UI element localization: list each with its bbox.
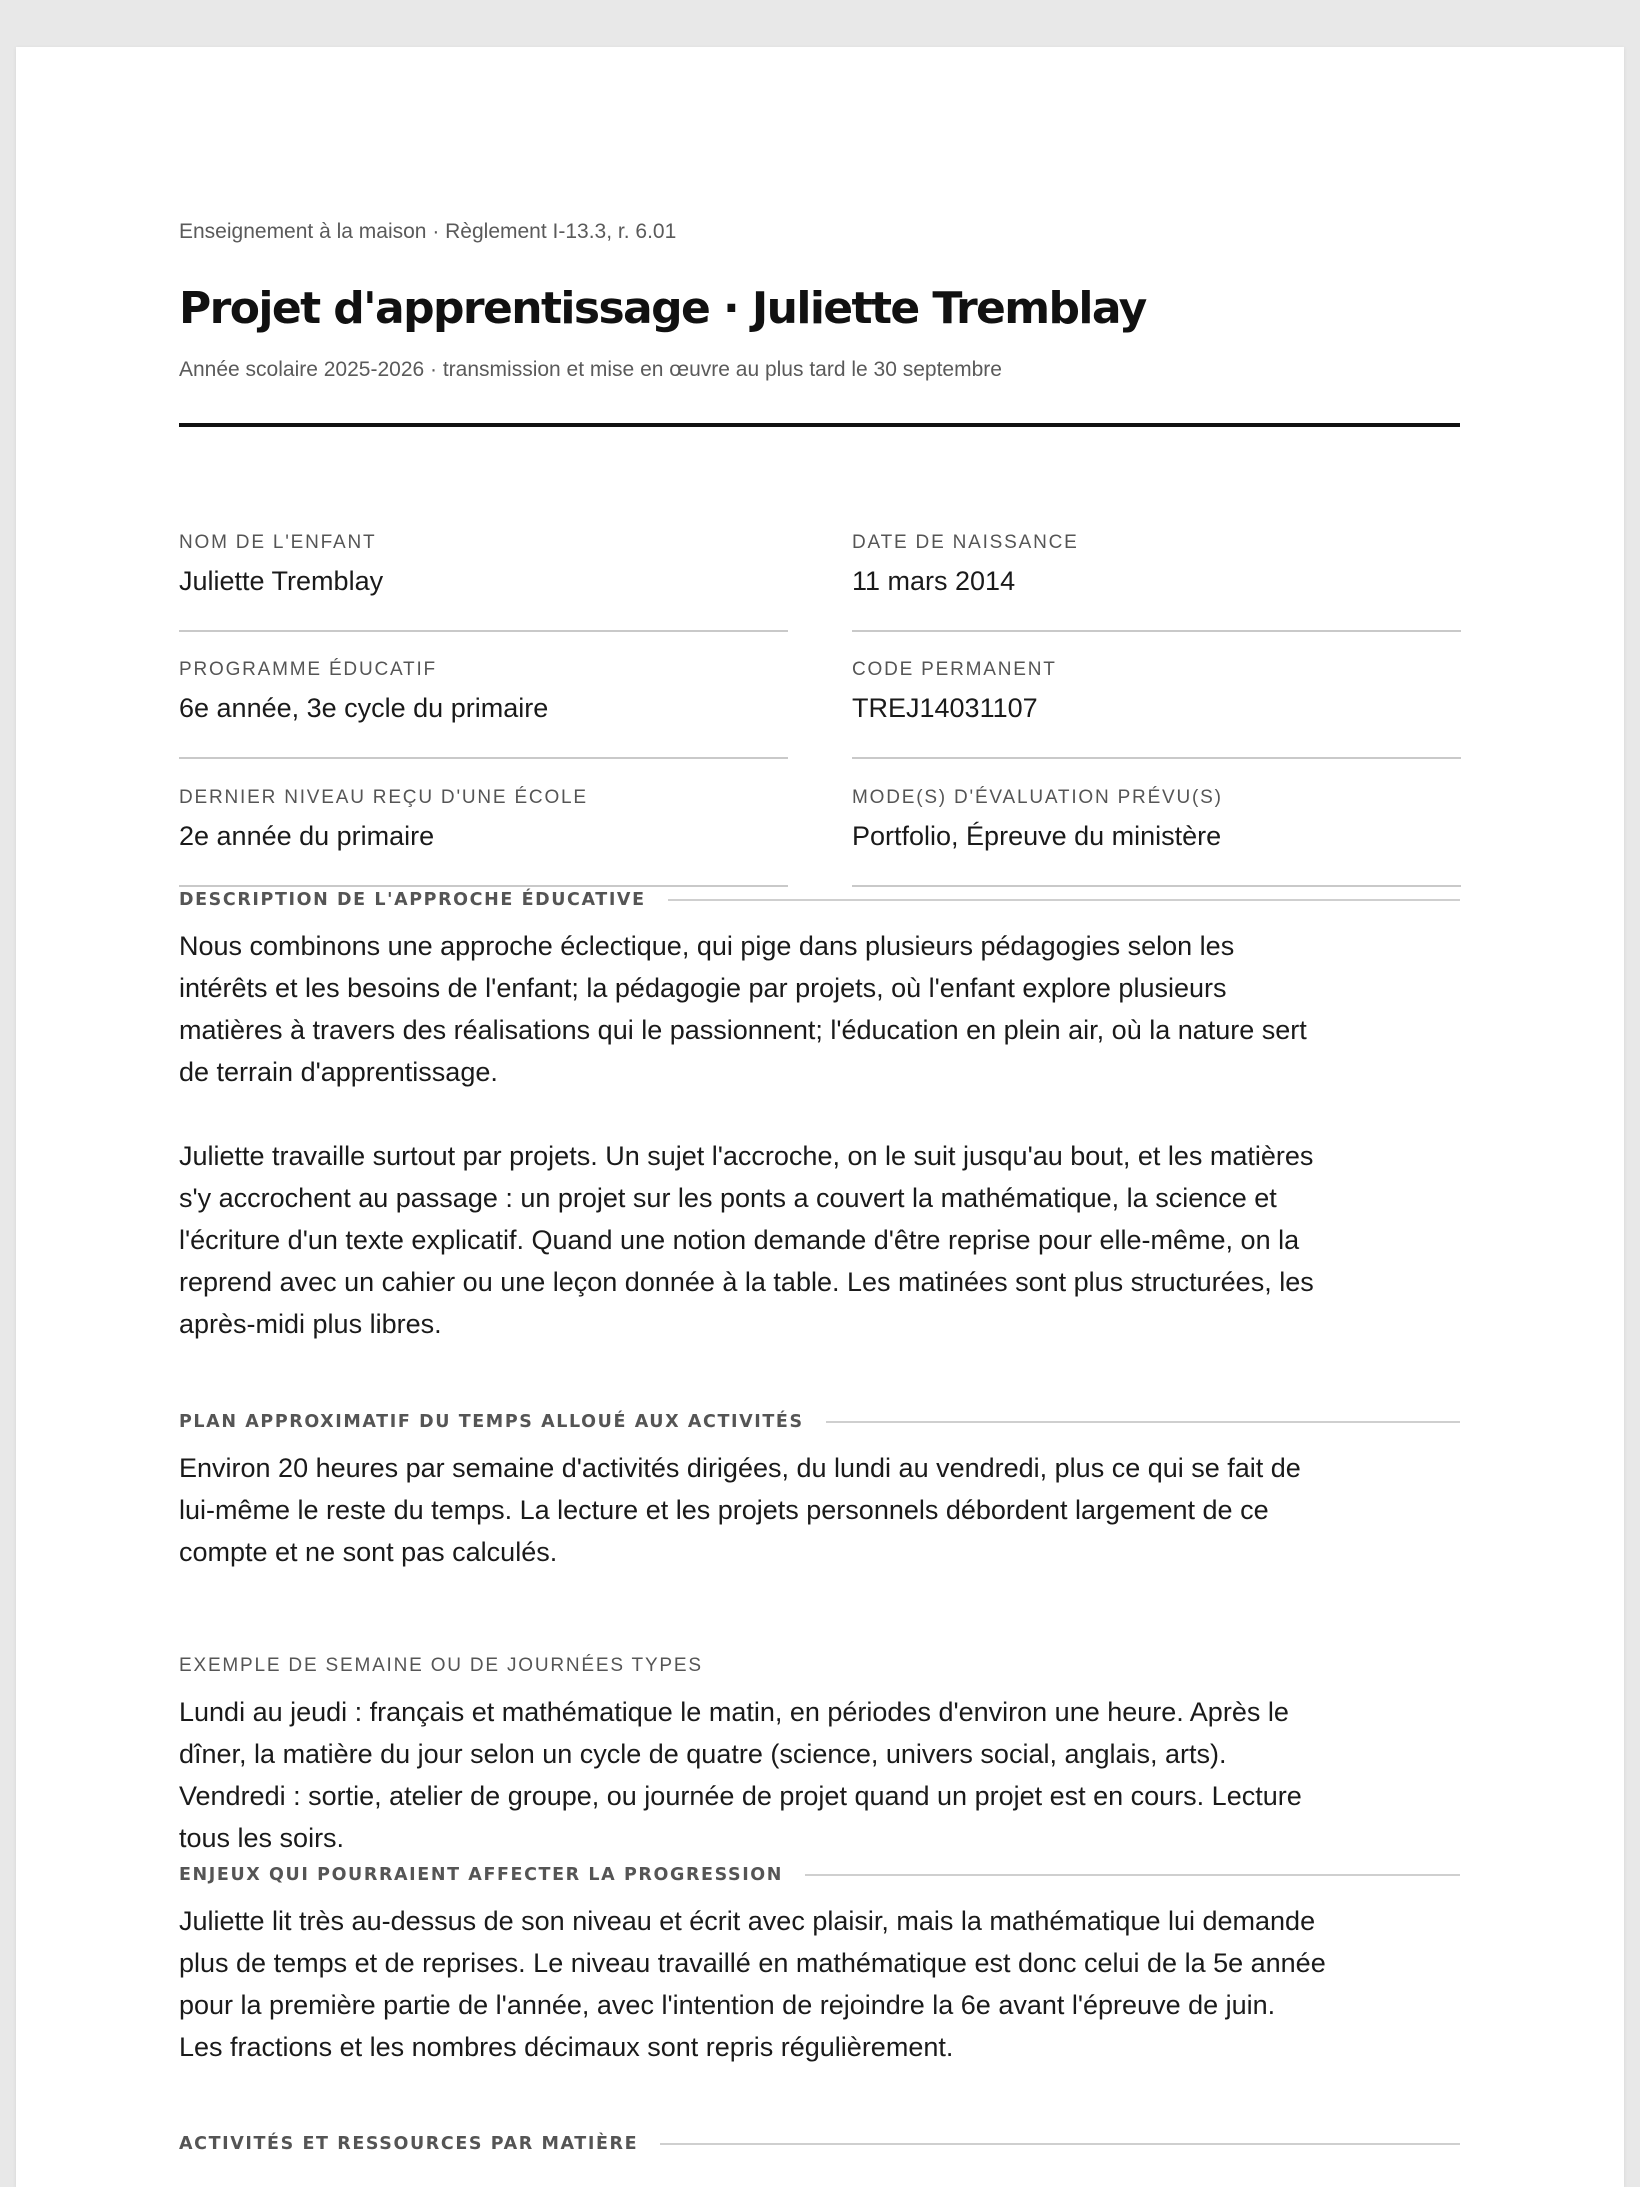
field-birth-date [852,532,1461,632]
text-line: Environ 20 heures par semaine d'activités dirigées, du lundi au vendredi, plus ce qui se fait de [179,1453,1301,1483]
field-label: DATE DE NAISSANCE [852,532,1079,553]
example-week-label: EXEMPLE DE SEMAINE OU DE JOURNÉES TYPES [179,1655,703,1676]
text-line: Juliette travaille surtout par projets. Un sujet l'accroche, on le suit jusqu'au bout, et les matières [179,1141,1314,1171]
text-line: l'écriture d'un texte explicatif. Quand une notion demande d'être reprise pour elle-même, on la [179,1225,1300,1255]
field-label: PROGRAMME ÉDUCATIF [179,659,437,680]
text-line: de terrain d'apprentissage. [179,1057,498,1087]
section-heading-time-plan [179,1407,1460,1437]
example-week-paragraph [179,1691,1379,1859]
section-heading-rule [826,1421,1460,1423]
approach-paragraph-2 [179,1135,1379,1345]
approach-paragraph-1 [179,925,1379,1093]
field-value: 2e année du primaire [179,821,435,851]
text-line: après-midi plus libres. [179,1309,442,1339]
field-label: DERNIER NIVEAU REÇU D'UNE ÉCOLE [179,787,588,808]
text-line: tous les soirs. [179,1823,345,1853]
section-heading-approach [179,885,1460,915]
text-line: compte et ne sont pas calculés. [179,1537,558,1567]
section-heading-activities [179,2129,1460,2159]
field-label: CODE PERMANENT [852,659,1057,680]
text-line: Les fractions et les nombres décimaux sont repris régulièrement. [179,2032,954,2062]
title-divider [179,423,1460,427]
page-title: Projet d'apprentissage · Juliette Tremblay [179,283,1146,334]
field-value: Portfolio, Épreuve du ministère [852,821,1222,851]
text-line: s'y accrochent au passage : un projet sur les ponts a couvert la mathématique, la science et [179,1183,1277,1213]
field-label: NOM DE L'ENFANT [179,532,377,553]
section-heading-text: ACTIVITÉS ET RESSOURCES PAR MATIÈRE [179,2134,639,2154]
section-heading-rule [805,1874,1460,1876]
field-value: 11 mars 2014 [852,566,1016,596]
school-year-subtitle: Année scolaire 2025-2026 · transmission et mise en œuvre au plus tard le 30 septembre [179,358,1002,381]
section-heading-issues [179,1860,1460,1890]
text-line: matières à travers des réalisations qui le passionnent; l'éducation en plein air, où la nature sert [179,1015,1307,1045]
text-line: Vendredi : sortie, atelier de groupe, ou journée de projet quand un projet est en cours. Lecture [179,1781,1302,1811]
field-value: Juliette Tremblay [179,566,384,596]
section-heading-rule [660,2143,1460,2145]
text-line: intérêts et les besoins de l'enfant; la pédagogie par projets, où l'enfant explore plusieurs [179,973,1227,1003]
field-program [179,659,788,759]
section-heading-text: DESCRIPTION DE L'APPROCHE ÉDUCATIVE [179,890,646,910]
field-value: TREJ14031107 [852,693,1038,723]
field-child-name [179,532,788,632]
issues-paragraph [179,1900,1379,2068]
section-heading-text: PLAN APPROXIMATIF DU TEMPS ALLOUÉ AUX ACTIVITÉS [179,1412,804,1432]
time-plan-paragraph [179,1447,1379,1573]
field-label: MODE(S) D'ÉVALUATION PRÉVU(S) [852,787,1223,808]
section-heading-rule [668,899,1460,901]
text-line: plus de temps et de reprises. Le niveau travaillé en mathématique est donc celui de la 5e année [179,1948,1326,1978]
text-line: Nous combinons une approche éclectique, qui pige dans plusieurs pédagogies selon les [179,931,1235,961]
text-line: pour la première partie de l'année, avec l'intention de rejoindre la 6e avant l'épreuve de juin. [179,1990,1276,2020]
field-last-level [179,787,788,887]
regulation-eyebrow: Enseignement à la maison · Règlement I-13.3, r. 6.01 [179,220,677,243]
document-page [16,47,1624,2187]
text-line: lui-même le reste du temps. La lecture et les projets personnels débordent largement de ce [179,1495,1269,1525]
text-line: Lundi au jeudi : français et mathématique le matin, en périodes d'environ une heure. Après le [179,1697,1289,1727]
field-evaluation-modes [852,787,1461,887]
field-permanent-code [852,659,1461,759]
section-heading-text: ENJEUX QUI POURRAIENT AFFECTER LA PROGRESSION [179,1865,784,1885]
text-line: dîner, la matière du jour selon un cycle de quatre (science, univers social, anglais, arts). [179,1739,1227,1769]
text-line: Juliette lit très au-dessus de son niveau et écrit avec plaisir, mais la mathématique lui demande [179,1906,1316,1936]
text-line: reprend avec un cahier ou une leçon donnée à la table. Les matinées sont plus structurées, les [179,1267,1314,1297]
field-value: 6e année, 3e cycle du primaire [179,693,549,723]
